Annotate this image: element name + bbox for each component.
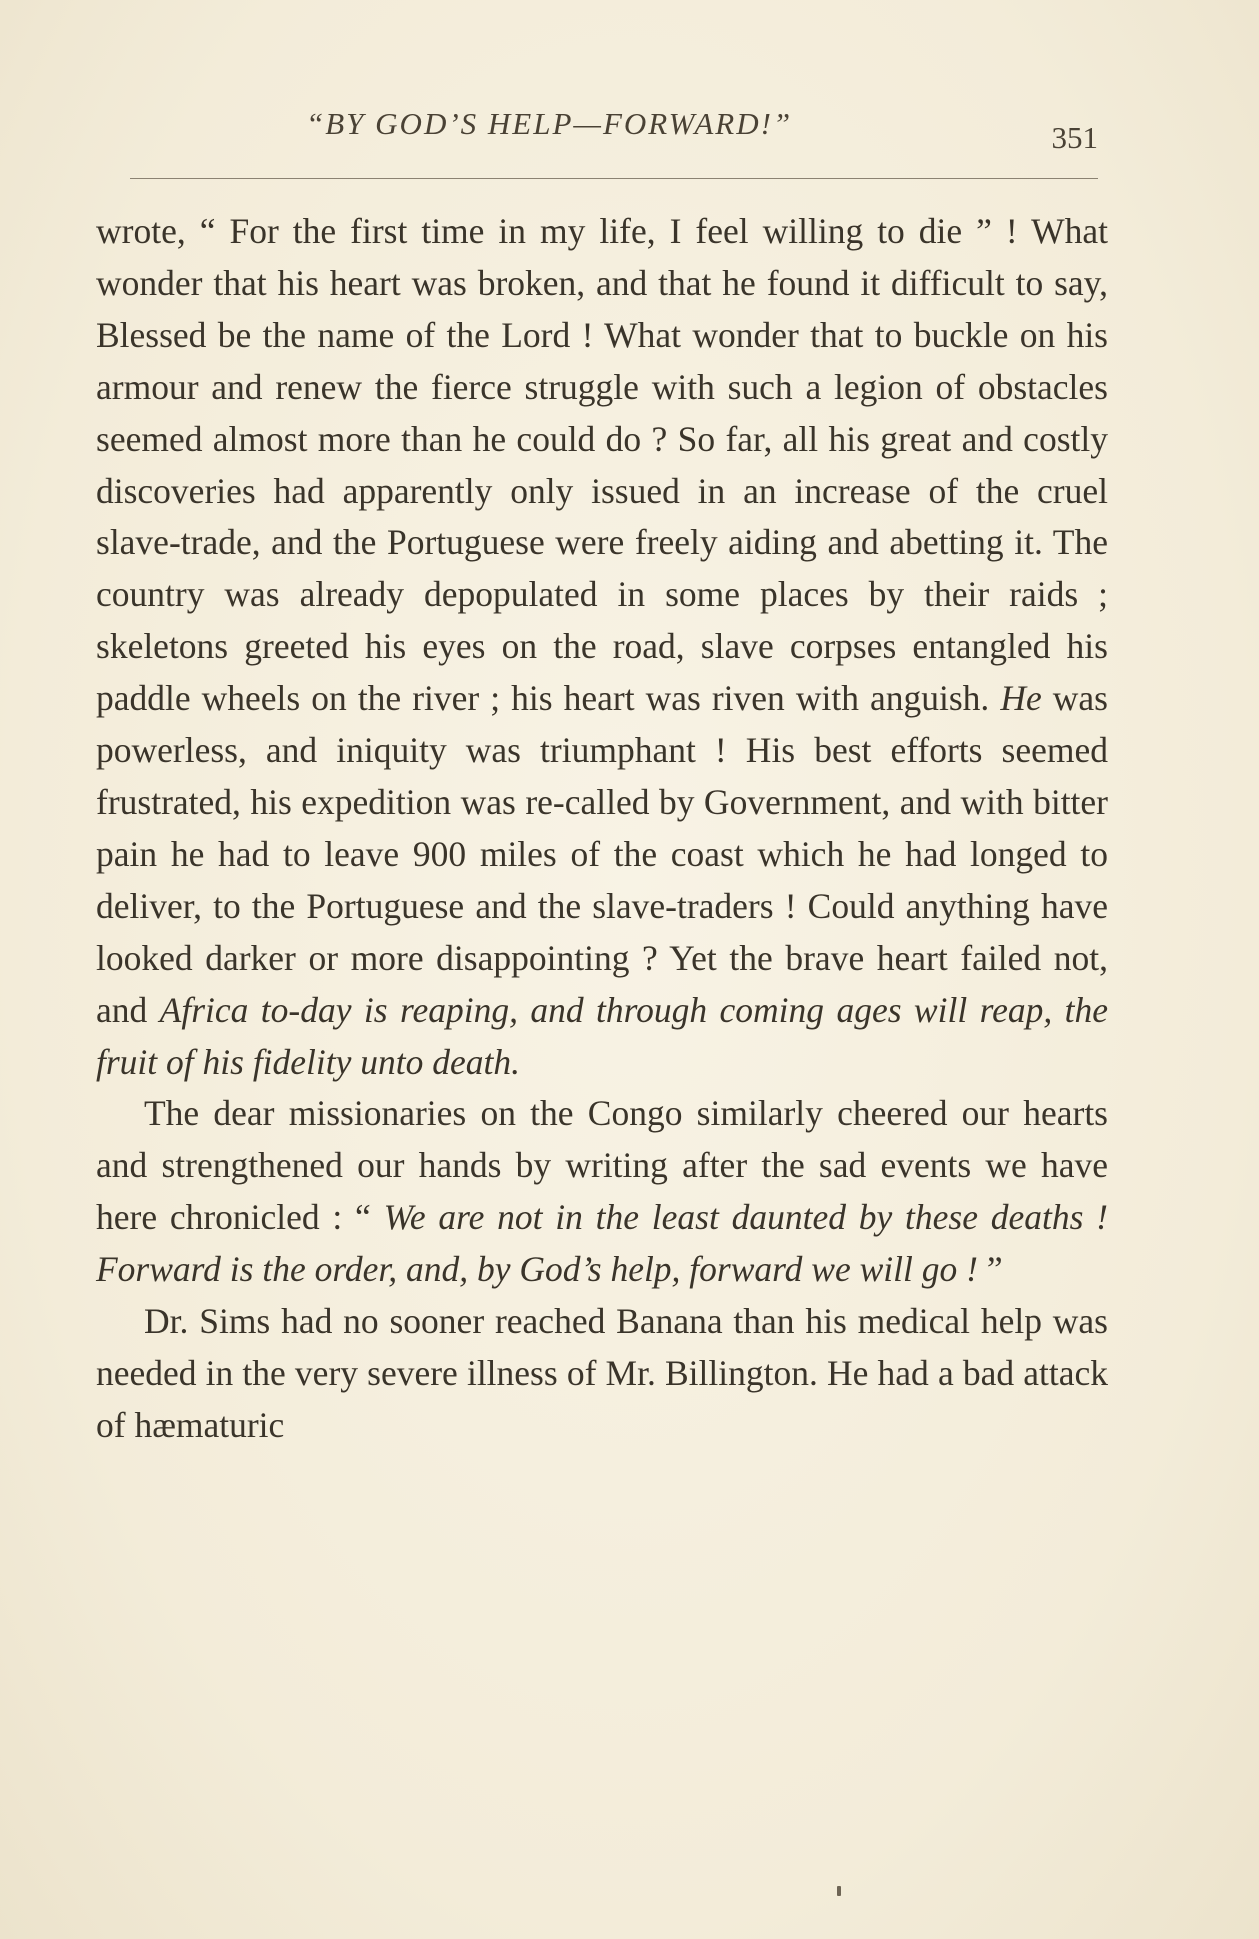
footer-mark bbox=[837, 1886, 841, 1896]
header-rule bbox=[130, 178, 1098, 179]
paragraph-3 bbox=[96, 1296, 1108, 1452]
running-title: “BY GOD’S HELP—FORWARD!” bbox=[306, 106, 793, 141]
paragraph-2-text-a: The dear missionaries on the Congo similarly cheered our hearts and strengthened our hands by writing after the sad events we have here chronicled : “ bbox=[96, 1093, 1108, 1238]
paragraph-1 bbox=[96, 206, 1108, 1088]
paragraph-1-italic-conclusion: Africa to-day is reaping, and through coming ages will reap, the fruit of his fidelity unto death. bbox=[96, 989, 1108, 1082]
paragraph-2-italic-quote: We are not in the least daunted by these deaths ! Forward is the order, and, by God’s help, forward we will go ! bbox=[96, 1197, 1108, 1290]
paragraph-1-text-c: was powerless, and iniquity was triumphant ! His best efforts seemed frustrated, his expedition was re-called by Government, and with bitter pain he had to leave 900 miles of the coast which he had longed to deliver, to the Portuguese and the slave-traders ! Could anything have looked darker or more disappointing ? Yet the brave heart failed not, and bbox=[96, 678, 1108, 1030]
body-text bbox=[96, 206, 1108, 1452]
running-head bbox=[96, 98, 1108, 158]
paragraph-3-text-a: Dr. Sims had no sooner reached Banana than his medical help was needed in the very severe illness of Mr. Billington. He had a bad attack of hæmaturic bbox=[96, 1301, 1108, 1445]
paragraph-1-italic-he: He bbox=[1000, 678, 1042, 719]
paragraph-1-text-a: wrote, “ For the first time in my life, I feel willing to die ” ! What wonder that his heart was broken, and that he found it difficult to say, Blessed be the name of the Lord ! What wonder that to buckle on his armour and renew the fierce struggle with such a legion of obstacles seemed almost more than he could do ? So far, all his great and costly discoveries had apparently only issued in an increase of the cruel slave-trade, and the Portuguese were freely aiding and abetting it. The country was already depopulated in some places by their raids ; skeletons greeted his eyes on the road, slave corpses entangled his paddle wheels on the river ; his heart was riven with anguish. bbox=[96, 211, 1108, 719]
page-number: 351 bbox=[1051, 120, 1098, 155]
paragraph-2 bbox=[96, 1088, 1108, 1296]
paragraph-2-text-c: ” bbox=[977, 1249, 1003, 1290]
